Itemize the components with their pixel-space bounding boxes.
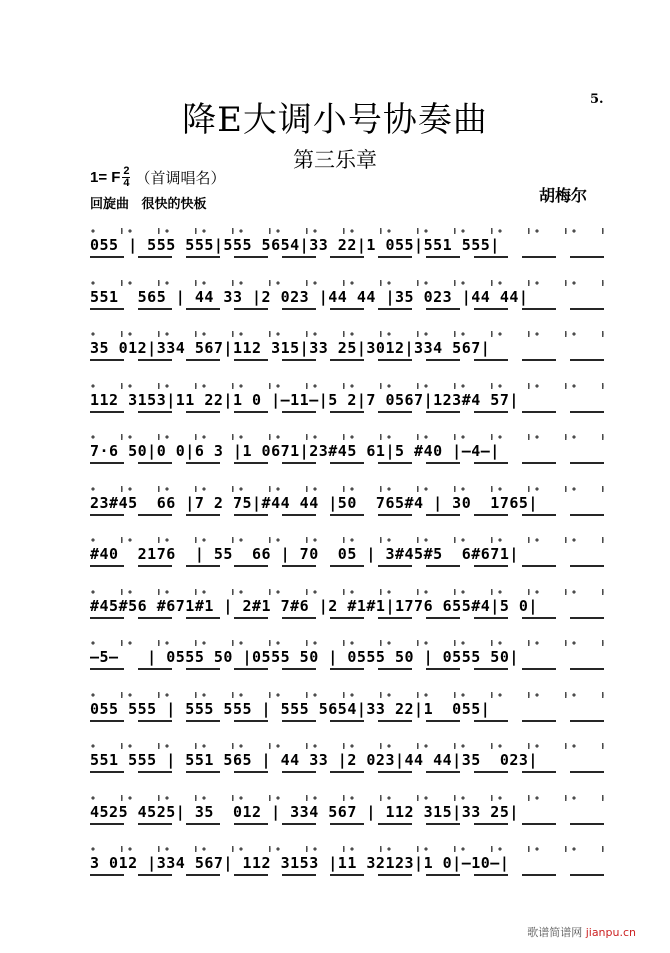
notation-text: 055 555 | 555 555 | 555 5654|33 22|1 055| [90,699,491,718]
notation-line [90,848,608,876]
beam-underlines [90,359,608,361]
notation-text: 551 565 | 44 33 |2 023 |44 44 |35 023 |44 44| [90,287,529,306]
accent-marks [90,280,608,286]
notation-text: 7·6 50|0 0|6 3 |1 0671|23#45 61|5 #40 |—4—| [90,442,500,460]
notation-text: 4525 4525| 35 012 | 334 567 | 112 315|33 25| [90,802,519,821]
notation-line [90,591,608,619]
notation-line [90,282,608,310]
accent-marks [90,486,608,492]
notation-line [90,436,608,464]
watermark-domain: jianpu.cn [585,926,636,939]
notation-line [90,642,608,670]
page-title: 降E大调小号协奏曲 [182,100,488,140]
tempo-form: 回旋曲 [90,197,130,212]
key-note: （首调唱名） [135,169,226,187]
beam-underlines [90,771,608,773]
notation-line [90,797,608,825]
notation-line [90,539,608,567]
watermark-site: 歌谱简谱网 [527,926,583,939]
accent-marks [90,434,608,440]
movement-subtitle: 第三乐章 [293,148,377,172]
beam-underlines [90,411,608,413]
accent-marks [90,692,608,698]
notation-line [90,694,608,722]
notation-text: 35 012|334 567|112 315|33 25|3012|334 567| [90,339,491,357]
tempo-speed: 很快的快板 [141,197,207,212]
accent-marks [90,228,608,234]
beam-underlines [90,617,608,619]
accent-marks [90,846,608,852]
notation-line [90,230,608,258]
notation-line [90,333,608,361]
notation-text: 112 3153|11 22|1 0 |—11—|5 2|7 0567|123#4 57| [90,390,519,409]
notation-text: 551 555 | 551 565 | 44 33 |2 023|44 44|35 023| [90,751,538,769]
notation-text: 055 | 555 555|555 5654|33 22|1 055|551 555| [90,236,500,254]
notation-text: #40 2176 | 55 66 | 70 05 | 3#45#5 6#671| [90,545,519,563]
beam-underlines [90,668,608,670]
composer-name: 胡梅尔 [539,186,588,205]
time-signature [122,166,130,189]
accent-marks [90,640,608,646]
key-signature [90,166,225,189]
notation-text: #45#56 #671#1 | 2#1 7#6 |2 #1#1|1776 655#4|5 0| [90,596,538,615]
tempo-marking [90,193,207,212]
notation-text: —5— | 0555 50 |0555 50 | 0555 50 | 0555 50| [90,648,519,666]
beam-underlines [90,514,608,516]
notation-line [90,745,608,773]
accent-marks [90,795,608,801]
key-label: 1= F [90,169,121,186]
notation-text: 3 012 |334 567| 112 3153 |11 32123|1 0|—10—| [90,854,510,872]
beam-underlines [90,462,608,464]
time-bottom: 4 [123,177,130,189]
time-top: 2 [123,165,130,177]
accent-marks [90,589,608,595]
watermark [527,924,636,940]
beam-underlines [90,823,608,825]
accent-marks [90,331,608,337]
beam-underlines [90,720,608,722]
accent-marks [90,537,608,543]
accent-marks [90,383,608,389]
notation-line [90,385,608,413]
notation-line [90,488,608,516]
beam-underlines [90,874,608,876]
beam-underlines [90,308,608,310]
accent-marks [90,743,608,749]
page-number: 5. [590,92,604,107]
notation-text: 23#45 66 |7 2 75|#44 44 |50 765#4 | 30 1765| [90,493,538,512]
beam-underlines [90,565,608,567]
beam-underlines [90,256,608,258]
